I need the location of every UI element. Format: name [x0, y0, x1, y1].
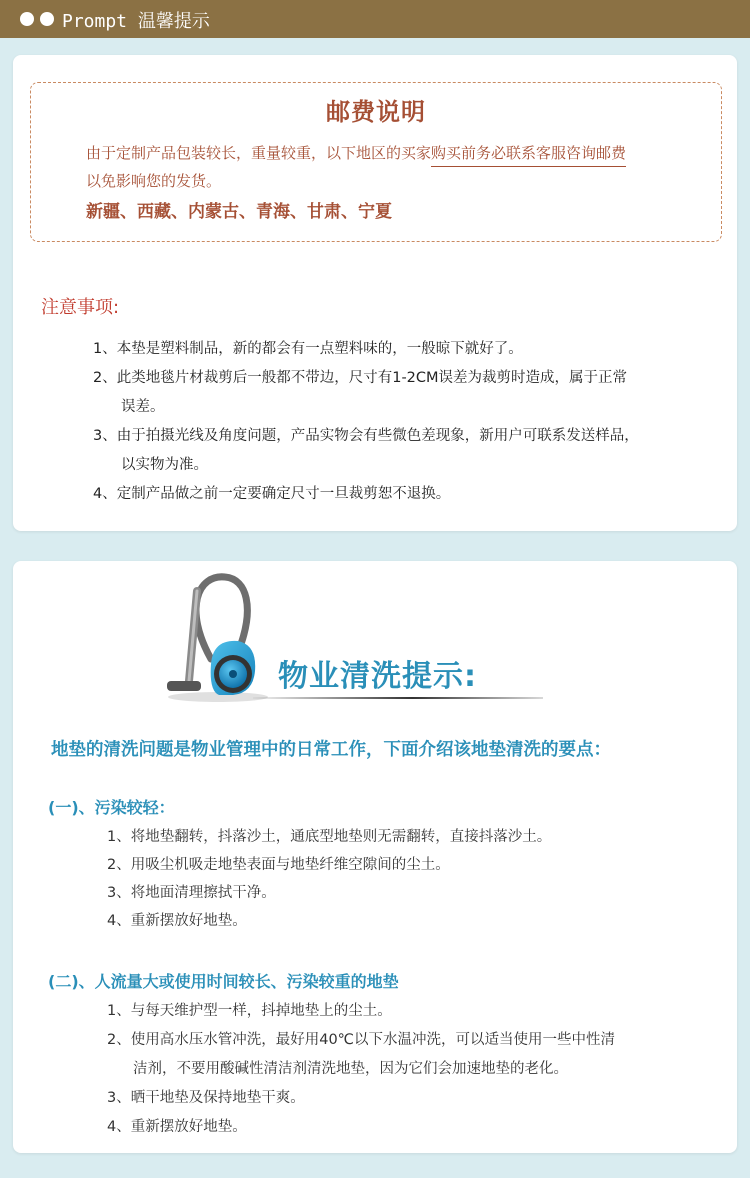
section-1-item: 4、重新摆放好地垫。	[107, 913, 247, 929]
notice-item: 2、此类地毯片材裁剪后一般都不带边，尺寸有1-2CM误差为裁剪时造成，属于正常	[93, 370, 628, 386]
cleaning-card	[13, 561, 737, 1153]
header-title	[62, 7, 210, 33]
section-2-item: 3、晒干地垫及保持地垫干爽。	[107, 1090, 305, 1106]
cleaning-intro: 地垫的清洗问题是物业管理中的日常工作，下面介绍该地垫清洗的要点：	[51, 740, 611, 760]
section-1-title: (一)、污染较轻：	[48, 798, 175, 817]
header-bar	[0, 0, 750, 38]
section-1-item: 2、用吸尘机吸走地垫表面与地垫纤维空隙间的尘土。	[107, 857, 450, 873]
postage-line-1-underlined: 购买前务必联系客服咨询邮费	[431, 144, 626, 167]
notice-item: 3、由于拍摄光线及角度问题，产品实物会有些微色差现象，新用户可联系发送样品，	[93, 428, 639, 444]
section-2-item: 4、重新摆放好地垫。	[107, 1119, 247, 1135]
postage-line-2: 以免影响您的发货。	[86, 172, 222, 190]
section-1-item: 3、将地面清理擦拭干净。	[107, 885, 276, 901]
section-2-item: 1、与每天维护型一样，抖掉地垫上的尘土。	[107, 1003, 392, 1019]
header-title-text: 温馨提示	[137, 11, 210, 32]
postage-regions: 新疆、西藏、内蒙古、青海、甘肃、宁夏	[86, 202, 392, 222]
circle-dot-icon	[20, 12, 34, 26]
section-2-item: 2、使用高水压水管冲洗，最好用40℃以下水温冲洗，可以适当使用一些中性清	[107, 1032, 615, 1048]
circle-dot-icon	[40, 12, 54, 26]
section-2-item-continuation: 洁剂，不要用酸碱性清洁剂清洗地垫，因为它们会加速地垫的老化。	[133, 1061, 568, 1077]
vacuum-cleaner-icon	[153, 569, 273, 704]
cleaning-title: 物业清洗提示:	[278, 659, 477, 694]
section-2-title: (二)、人流量大或使用时间较长、污染较重的地垫	[48, 972, 399, 991]
notice-card	[13, 55, 737, 531]
postage-box	[30, 82, 722, 242]
notice-item-continuation: 以实物为准。	[121, 457, 208, 473]
notice-item: 4、定制产品做之前一定要确定尺寸一旦裁剪恕不退换。	[93, 486, 451, 502]
section-1-item: 1、将地垫翻转，抖落沙土，通底型地垫则无需翻转，直接抖落沙土。	[107, 829, 552, 845]
notice-item-continuation: 误差。	[121, 399, 165, 415]
title-underline	[253, 697, 543, 699]
postage-line-1-text: 由于定制产品包装较长，重量较重，以下地区的买家	[86, 144, 432, 162]
notice-title: 注意事项:	[41, 297, 120, 318]
postage-title: 邮费说明	[326, 98, 426, 126]
header-title-prefix: Prompt	[62, 11, 128, 32]
postage-line-1	[86, 142, 626, 163]
notice-item: 1、本垫是塑料制品，新的都会有一点塑料味的，一般晾下就好了。	[93, 341, 523, 357]
